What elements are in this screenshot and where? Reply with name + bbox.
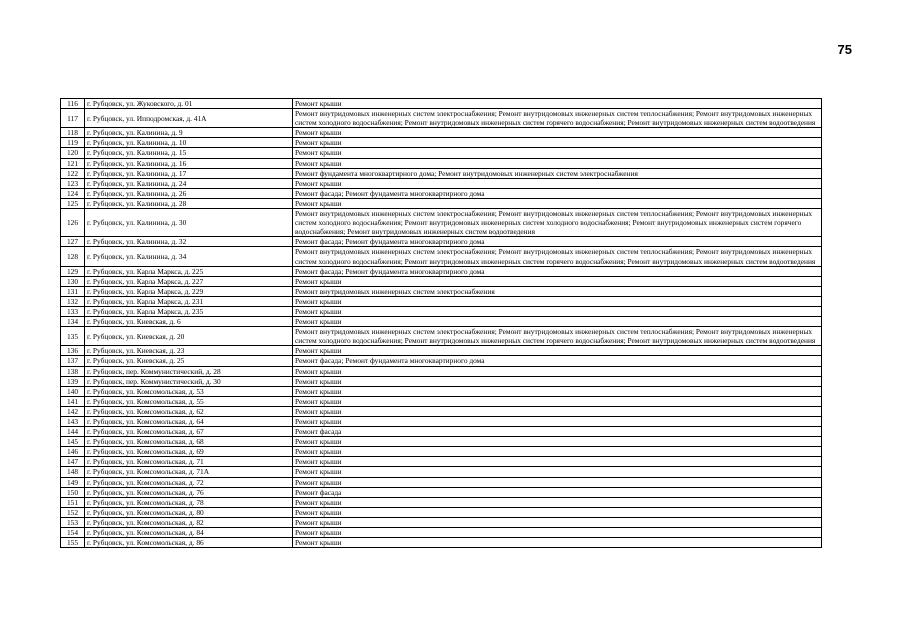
table-row <box>61 538 822 548</box>
row-number-cell: 142 <box>61 406 85 416</box>
table-row <box>61 237 822 247</box>
work-type-cell: Ремонт фасада <box>293 487 822 497</box>
row-number-cell: 120 <box>61 148 85 158</box>
row-number-cell: 153 <box>61 517 85 527</box>
address-cell: г. Рубцовск, ул. Жуковского, д. 01 <box>85 99 293 109</box>
row-number-cell: 146 <box>61 447 85 457</box>
address-cell: г. Рубцовск, ул. Карла Маркса, д. 227 <box>85 276 293 286</box>
work-type-cell: Ремонт крыши <box>293 376 822 386</box>
address-cell: г. Рубцовск, ул. Комсомольская, д. 76 <box>85 487 293 497</box>
address-cell: г. Рубцовск, ул. Калинина, д. 34 <box>85 247 293 266</box>
work-type-cell: Ремонт крыши <box>293 528 822 538</box>
address-cell: г. Рубцовск, ул. Комсомольская, д. 67 <box>85 427 293 437</box>
work-type-cell: Ремонт крыши <box>293 406 822 416</box>
row-number-cell: 147 <box>61 457 85 467</box>
row-number-cell: 137 <box>61 356 85 366</box>
address-cell: г. Рубцовск, ул. Калинина, д. 16 <box>85 158 293 168</box>
work-type-cell: Ремонт крыши <box>293 497 822 507</box>
work-type-cell: Ремонт фасада; Ремонт фундамента многоквартирного дома <box>293 237 822 247</box>
row-number-cell: 149 <box>61 477 85 487</box>
table-row <box>61 386 822 396</box>
work-type-cell: Ремонт фасада; Ремонт фундамента многоквартирного дома <box>293 266 822 276</box>
row-number-cell: 130 <box>61 276 85 286</box>
work-type-cell: Ремонт фундамента многоквартирного дома; Ремонт внутридомовых инженерных систем электроснабжения <box>293 168 822 178</box>
table-row <box>61 198 822 208</box>
work-type-cell: Ремонт крыши <box>293 99 822 109</box>
row-number-cell: 116 <box>61 99 85 109</box>
work-type-cell: Ремонт крыши <box>293 346 822 356</box>
row-number-cell: 128 <box>61 247 85 266</box>
row-number-cell: 119 <box>61 138 85 148</box>
work-type-cell: Ремонт фасада <box>293 427 822 437</box>
row-number-cell: 118 <box>61 128 85 138</box>
work-type-cell: Ремонт крыши <box>293 198 822 208</box>
table-row <box>61 286 822 296</box>
work-type-cell: Ремонт крыши <box>293 538 822 548</box>
table-row <box>61 247 822 266</box>
work-type-cell: Ремонт крыши <box>293 507 822 517</box>
row-number-cell: 131 <box>61 286 85 296</box>
address-cell: г. Рубцовск, ул. Комсомольская, д. 53 <box>85 386 293 396</box>
address-cell: г. Рубцовск, ул. Карла Маркса, д. 231 <box>85 296 293 306</box>
work-type-cell: Ремонт крыши <box>293 366 822 376</box>
table-row <box>61 148 822 158</box>
address-cell: г. Рубцовск, ул. Калинина, д. 10 <box>85 138 293 148</box>
work-type-cell: Ремонт фасада; Ремонт фундамента многоквартирного дома <box>293 188 822 198</box>
row-number-cell: 134 <box>61 317 85 327</box>
row-number-cell: 140 <box>61 386 85 396</box>
table-row <box>61 437 822 447</box>
address-cell: г. Рубцовск, ул. Карла Маркса, д. 235 <box>85 306 293 316</box>
work-type-cell: Ремонт крыши <box>293 396 822 406</box>
work-type-cell: Ремонт внутридомовых инженерных систем электроснабжения; Ремонт внутридомовых инженерных систем теплоснабжения; Ремонт внутридомовых инженерных систем холодного водоснабжения; Ремонт внутридомовых инженерных систем горячего водоснабжения; Ремонт внутридомовых инженерных систем водоотведения <box>293 109 822 128</box>
row-number-cell: 138 <box>61 366 85 376</box>
work-type-cell: Ремонт крыши <box>293 477 822 487</box>
work-type-cell: Ремонт крыши <box>293 417 822 427</box>
page-number: 75 <box>837 42 852 57</box>
address-cell: г. Рубцовск, ул. Комсомольская, д. 82 <box>85 517 293 527</box>
row-number-cell: 150 <box>61 487 85 497</box>
table-row <box>61 306 822 316</box>
address-cell: г. Рубцовск, ул. Киевская, д. 6 <box>85 317 293 327</box>
table-row <box>61 427 822 437</box>
table-row <box>61 356 822 366</box>
work-type-cell: Ремонт крыши <box>293 517 822 527</box>
table-row <box>61 99 822 109</box>
address-cell: г. Рубцовск, ул. Калинина, д. 9 <box>85 128 293 138</box>
work-type-cell: Ремонт крыши <box>293 437 822 447</box>
row-number-cell: 148 <box>61 467 85 477</box>
table-row <box>61 317 822 327</box>
work-type-cell: Ремонт внутридомовых инженерных систем электроснабжения; Ремонт внутридомовых инженерных систем теплоснабжения; Ремонт внутридомовых инженерных систем холодного водоснабжения; Ремонт внутридомовых инженерных систем горячего водоснабжения; Ремонт внутридомовых инженерных систем водоотведения <box>293 327 822 346</box>
work-type-cell: Ремонт крыши <box>293 467 822 477</box>
table-row <box>61 138 822 148</box>
table-row <box>61 178 822 188</box>
address-cell: г. Рубцовск, ул. Комсомольская, д. 55 <box>85 396 293 406</box>
address-cell: г. Рубцовск, ул. Карла Маркса, д. 225 <box>85 266 293 276</box>
address-cell: г. Рубцовск, пер. Коммунистический, д. 30 <box>85 376 293 386</box>
address-cell: г. Рубцовск, пер. Коммунистический, д. 28 <box>85 366 293 376</box>
row-number-cell: 127 <box>61 237 85 247</box>
address-cell: г. Рубцовск, ул. Ипподромская, д. 41А <box>85 109 293 128</box>
address-cell: г. Рубцовск, ул. Калинина, д. 30 <box>85 209 293 237</box>
table-row <box>61 447 822 457</box>
table-row <box>61 406 822 416</box>
address-cell: г. Рубцовск, ул. Комсомольская, д. 64 <box>85 417 293 427</box>
work-type-cell: Ремонт внутридомовых инженерных систем электроснабжения; Ремонт внутридомовых инженерных систем теплоснабжения; Ремонт внутридомовых инженерных систем холодного водоснабжения; Ремонт внутридомовых инженерных систем холодного водоснабжения; Ремонт внутридомовых инженерных систем горячего водоснабжения; Ремонт внутридомовых инженерных систем водоотведения <box>293 209 822 237</box>
address-cell: г. Рубцовск, ул. Комсомольская, д. 71 <box>85 457 293 467</box>
table-row <box>61 467 822 477</box>
work-type-cell: Ремонт фасада; Ремонт фундамента многоквартирного дома <box>293 356 822 366</box>
row-number-cell: 143 <box>61 417 85 427</box>
row-number-cell: 151 <box>61 497 85 507</box>
work-type-cell: Ремонт крыши <box>293 276 822 286</box>
address-cell: г. Рубцовск, ул. Комсомольская, д. 78 <box>85 497 293 507</box>
row-number-cell: 121 <box>61 158 85 168</box>
row-number-cell: 139 <box>61 376 85 386</box>
table-row <box>61 276 822 286</box>
row-number-cell: 141 <box>61 396 85 406</box>
row-number-cell: 136 <box>61 346 85 356</box>
address-cell: г. Рубцовск, ул. Карла Маркса, д. 229 <box>85 286 293 296</box>
row-number-cell: 154 <box>61 528 85 538</box>
table-row <box>61 266 822 276</box>
work-type-cell: Ремонт крыши <box>293 447 822 457</box>
work-type-cell: Ремонт крыши <box>293 457 822 467</box>
address-cell: г. Рубцовск, ул. Комсомольская, д. 69 <box>85 447 293 457</box>
row-number-cell: 144 <box>61 427 85 437</box>
table-row <box>61 209 822 237</box>
row-number-cell: 123 <box>61 178 85 188</box>
table-row <box>61 477 822 487</box>
table-row <box>61 497 822 507</box>
table-row <box>61 457 822 467</box>
work-type-cell: Ремонт внутридомовых инженерных систем электроснабжения <box>293 286 822 296</box>
work-type-cell: Ремонт крыши <box>293 306 822 316</box>
table-row <box>61 188 822 198</box>
address-cell: г. Рубцовск, ул. Калинина, д. 17 <box>85 168 293 178</box>
row-number-cell: 124 <box>61 188 85 198</box>
table-row <box>61 417 822 427</box>
table-row <box>61 168 822 178</box>
row-number-cell: 125 <box>61 198 85 208</box>
row-number-cell: 132 <box>61 296 85 306</box>
address-cell: г. Рубцовск, ул. Калинина, д. 24 <box>85 178 293 188</box>
table-row <box>61 296 822 306</box>
address-cell: г. Рубцовск, ул. Киевская, д. 20 <box>85 327 293 346</box>
table-body <box>61 99 822 548</box>
address-cell: г. Рубцовск, ул. Комсомольская, д. 86 <box>85 538 293 548</box>
work-type-cell: Ремонт крыши <box>293 178 822 188</box>
table-row <box>61 507 822 517</box>
address-cell: г. Рубцовск, ул. Комсомольская, д. 71А <box>85 467 293 477</box>
table-row <box>61 158 822 168</box>
address-cell: г. Рубцовск, ул. Комсомольская, д. 72 <box>85 477 293 487</box>
address-cell: г. Рубцовск, ул. Калинина, д. 26 <box>85 188 293 198</box>
work-type-cell: Ремонт крыши <box>293 148 822 158</box>
row-number-cell: 155 <box>61 538 85 548</box>
table-row <box>61 109 822 128</box>
table-row <box>61 528 822 538</box>
row-number-cell: 129 <box>61 266 85 276</box>
address-cell: г. Рубцовск, ул. Калинина, д. 28 <box>85 198 293 208</box>
table-row <box>61 366 822 376</box>
work-type-cell: Ремонт крыши <box>293 317 822 327</box>
row-number-cell: 152 <box>61 507 85 517</box>
table-row <box>61 346 822 356</box>
work-type-cell: Ремонт крыши <box>293 296 822 306</box>
table-row <box>61 376 822 386</box>
row-number-cell: 133 <box>61 306 85 316</box>
address-cell: г. Рубцовск, ул. Комсомольская, д. 80 <box>85 507 293 517</box>
work-type-cell: Ремонт крыши <box>293 128 822 138</box>
table-row <box>61 517 822 527</box>
row-number-cell: 122 <box>61 168 85 178</box>
table-row <box>61 396 822 406</box>
row-number-cell: 126 <box>61 209 85 237</box>
work-type-cell: Ремонт внутридомовых инженерных систем электроснабжения; Ремонт внутридомовых инженерных систем теплоснабжения; Ремонт внутридомовых инженерных систем холодного водоснабжения; Ремонт внутридомовых инженерных систем горячего водоснабжения; Ремонт внутридомовых инженерных систем водоотведения <box>293 247 822 266</box>
repair-table <box>60 98 822 548</box>
address-cell: г. Рубцовск, ул. Комсомольская, д. 68 <box>85 437 293 447</box>
table-row <box>61 327 822 346</box>
work-type-cell: Ремонт крыши <box>293 138 822 148</box>
table-row <box>61 487 822 497</box>
address-cell: г. Рубцовск, ул. Калинина, д. 32 <box>85 237 293 247</box>
address-cell: г. Рубцовск, ул. Киевская, д. 25 <box>85 356 293 366</box>
row-number-cell: 145 <box>61 437 85 447</box>
row-number-cell: 135 <box>61 327 85 346</box>
address-cell: г. Рубцовск, ул. Калинина, д. 15 <box>85 148 293 158</box>
address-cell: г. Рубцовск, ул. Комсомольская, д. 62 <box>85 406 293 416</box>
table-row <box>61 128 822 138</box>
work-type-cell: Ремонт крыши <box>293 158 822 168</box>
row-number-cell: 117 <box>61 109 85 128</box>
address-cell: г. Рубцовск, ул. Киевская, д. 23 <box>85 346 293 356</box>
address-cell: г. Рубцовск, ул. Комсомольская, д. 84 <box>85 528 293 538</box>
work-type-cell: Ремонт крыши <box>293 386 822 396</box>
